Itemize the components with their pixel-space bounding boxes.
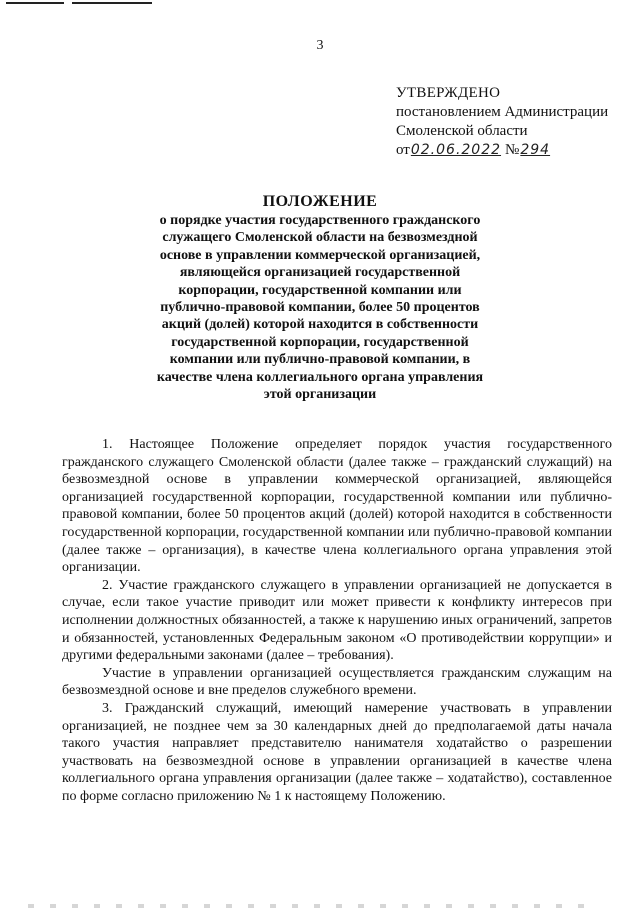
- handwritten-number: 294: [520, 142, 551, 158]
- number-prefix: №: [505, 142, 520, 158]
- title-line: качестве члена коллегиального органа управления: [156, 369, 484, 385]
- title-line: являющейся организацией государственной: [179, 265, 461, 281]
- title-line: компании или публично-правовой компании, в: [169, 352, 471, 368]
- approval-authority: постановлением Администрации: [396, 104, 609, 120]
- title-line: этой организации: [263, 387, 377, 403]
- approval-heading: УТВЕРЖДЕНО: [396, 85, 501, 101]
- title-main: ПОЛОЖЕНИЕ: [262, 193, 378, 210]
- title-line: акций (долей) которой находится в собственности: [161, 317, 479, 333]
- title-line: государственной корпорации, государственной: [171, 334, 469, 350]
- approval-region: Смоленской области: [396, 123, 528, 139]
- paragraph-3: 3. Гражданский служащий, имеющий намерение участвовать в управлении организацией, не позднее чем за 30 календарных дней до предполагаемой даты начала такого участия направляет представителю нанимателя ходатайство о разрешении участвовать на безвозмездной основе в управлении организацией в качестве члена коллегиального органа управления организации (далее также – ходатайство), составленное по форме согласно приложению № 1 к настоящему Положению.: [62, 700, 612, 804]
- paragraph-1: 1. Настоящее Положение определяет порядок участия государственного гражданского служащего Смоленской области (далее также – гражданский служащий) на безвозмездной основе в управлении коммерческой организацией, являющейся организацией государственной корпорации, государственной компании или публично-правовой компании, более 50 процентов акций (долей) которой находится в собственности государственной корпорации, государственной компании или публично-правовой компании (далее также – организация), в качестве члена коллегиального органа управления этой организации.: [62, 437, 612, 576]
- title-line: о порядке участия государственного гражданского: [159, 213, 481, 228]
- scan-top-mark: [6, 0, 156, 6]
- approval-stamp-block: [396, 84, 608, 160]
- title-line: публично-правовой компании, более 50 процентов: [160, 300, 480, 316]
- title-line: основе в управлении коммерческой организацией,: [159, 247, 481, 263]
- paragraph-2-continuation: Участие в управлении организацией осуществляется гражданским служащим на безвозмездной основе и вне пределов служебного времени.: [62, 665, 612, 699]
- page-number: 3: [316, 38, 324, 53]
- document-body: [62, 436, 612, 805]
- document-title: [120, 192, 520, 403]
- title-line: служащего Смоленской области на безвозмездной: [162, 230, 478, 246]
- scan-bottom-noise: [28, 904, 588, 908]
- date-prefix: от: [396, 142, 410, 158]
- handwritten-date: 02.06.2022: [410, 142, 502, 158]
- approval-date-line: [396, 141, 608, 160]
- title-line: корпорации, государственной компании или: [178, 282, 462, 298]
- paragraph-2: 2. Участие гражданского служащего в управлении организацией не допускается в случае, если такое участие приводит или может привести к конфликту интересов при исполнении должностных обязанностей, а также к нарушению иных ограничений, запретов и обязанностей, установленных Федеральным законом «О противодействии коррупции» и другими федеральными законами (далее – требования).: [62, 577, 612, 664]
